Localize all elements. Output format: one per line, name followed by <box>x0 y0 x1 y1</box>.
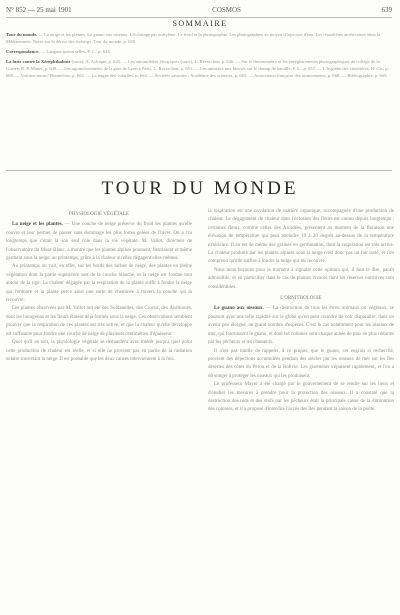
subsection-heading: PHYSIOLOGIE VÉGÉTALE <box>69 212 129 217</box>
sommaire-entry-text: — La neige et les plantes. Le guano aux oiseaux. L'éclairage par acétylène. Le froid et la photographie. Les photographies au moyen d'injection d'eau. Les chaudières américaines dans la Méditerranée. Notes sur la dérive des icebergs. Tour du monde, p. 639. <box>6 32 381 44</box>
column-right <box>208 208 394 611</box>
paragraph <box>6 221 192 263</box>
sommaire-entry <box>6 58 392 79</box>
sommaire-entry-text: — Langues universelles, P. C., p. 644. <box>40 49 111 54</box>
header-rule <box>6 17 392 18</box>
sommaire-entry-lead: Correspondance. <box>6 49 40 54</box>
page-header <box>6 4 392 16</box>
journal-name: COSMOS <box>212 6 241 14</box>
paragraph: Les plantes observées par M. Vallot ont été des Soldanelles, des Crocus, des Anémones, dont les bourgeons et les fleurs étaient déjà formés sous la neige. Ces observations semblent prouver que la respiration de ces plantes est très active, et que la chaleur qu'elle développe est suffisante pour fondre une couche de neige de plusieurs centimètres d'épaisseur. <box>6 306 192 337</box>
article-heading: Le guano aux oiseaux. <box>214 306 264 312</box>
subsection-heading: L'ORNITHOLOGIE <box>280 296 322 302</box>
article-heading: La neige et les plantes. <box>12 222 63 228</box>
paragraph: Il n'est pas inutile de rappeler, à ce propos, que le guano, cet engrais si recherché, provient des déjections accumulées pendant des siècles par les oiseaux de mer sur les îles désertes des côtes du Pérou et de la Bolivie. Les gisements s'épuisent rapidement, et l'on a dû songer à protéger les oiseaux qui les produisent. <box>208 348 394 379</box>
page-number: 639 <box>381 6 392 14</box>
sommaire-entry <box>6 31 392 45</box>
paragraph: Au printemps on voit, en effet, sur les bords des taches de neige, des plantes en pleine végétation dont la partie supérieure sort de la couche blanche, et la neige est fondue tout autour de la tige. La chaleur dégagée par la respiration de la plante suffit à fondre la neige qui l'entoure et la plante perce ainsi une sorte de cheminée à travers la couche qui la recouvre. <box>6 264 192 304</box>
section-rule <box>6 170 392 171</box>
sommaire-entry-lead: Tour du monde. <box>6 32 38 37</box>
sommaire-entry-lead: La lutte contre la Xérophthalmie <box>6 59 71 64</box>
column-left <box>6 208 192 611</box>
issue-number: N° 852 — 25 mai 1901 <box>6 6 72 14</box>
sommaire-block <box>6 31 392 82</box>
section-title: TOUR DU MONDE <box>101 178 299 199</box>
paragraph-text: — La destruction de tous les êtres, animaux ou végétaux, se poursuit avec une telle rapidité sur le globe qu'on peut craindre de voir disparaître, dans un avenir peu éloigné, un grand nombre d'espèces. C'est le cas notamment pour les oiseaux de mer, qui fournissent le guano, et dont les colonies sont chaque année de plus en plus réduites par les pêcheurs et les chasseurs. <box>208 306 394 346</box>
sommaire-entry <box>6 48 392 55</box>
paragraph-text: — Une couche de neige préserve du froid les plantes qu'elle couvre et leur permet de passer sans dommage les plus fortes gelées de l'hiver. On a cru longtemps que c'était là son seul rôle dans la vie végétale. M. Vallot, directeur de l'observatoire du Mont-Blanc, a montré que les plantes alpines poussent, fleurissent et même germent sous la neige, au printemps, grâce à la chaleur qu'elles dégagent elles-mêmes. <box>6 222 192 262</box>
paragraph <box>208 305 394 347</box>
paragraph: Nous nous bornons pour le moment à signaler cette opinion qui, il faut le dire, paraît admissible, et en particulier dans le cas de plantes vivaces dont les réserves nutritives sont considérables. <box>208 267 394 290</box>
paragraph: Le professeur Mayer a été chargé par le gouvernement de se rendre sur les lieux et d'étudier les mesures à prendre pour la protection des oiseaux. Il a constaté que la destruction des nids et des œufs par les pêcheurs était la principale cause de la diminution des colonies, et il a proposé d'interdire l'accès des îles pendant la saison de la ponte. <box>208 382 394 413</box>
sommaire-entry-text: (suite), A. Acloque, p. 645. — Les automobiles électriques (suite), L. Reverchon, p. 646. — Sur le thermomètre et les enregistrements photographiques du collège de la Guerre, R. P. Manet, p. 649. — Les agrandissements de la gare de Lyon à Paris, L. Reverchon, p. 651. — Les animaux aux blessés sur le champ de bataille, F. L., p. 657. — L'hygiène des cimetières, H. Ch., p. 660. — Volcans-mous? Bonnefous, p. 662. — La teigne des volailles, p. 664. — Sociétés savantes : Académie des sciences, p. 665. — Association française des avancements, p. 668. — Bibliographie, p. 669. <box>6 59 389 78</box>
paragraph: Quoi qu'il en soit, la physiologie végétale se demandera avec intérêt jusqu'à quel point cette production de chaleur est réelle, et si elle ne provient pas en partie de la radiation solaire traversant la neige. Il est probable que les deux causes interviennent à la fois. <box>6 340 192 362</box>
paragraph: la respiration est une oxydation de matière organique, accompagnée d'une production de chaleur. Le dégagement de chaleur dans l'éclosion des fleurs est connu depuis longtemps ; certaines fleurs, comme celles des Aroïdées, présentent au moment de la floraison une élévation de température qui peut atteindre 10 à 20 degrés au-dessus de la température extérieure. Il en est de même des graines en germination, dont la respiration est très active. La chaleur produite par les plantes alpines sous la neige n'est donc pas un fait isolé, et l'on comprend qu'elle suffise à fondre la neige qui les recouvre. <box>208 209 394 265</box>
sommaire-title: SOMMAIRE <box>172 19 228 28</box>
